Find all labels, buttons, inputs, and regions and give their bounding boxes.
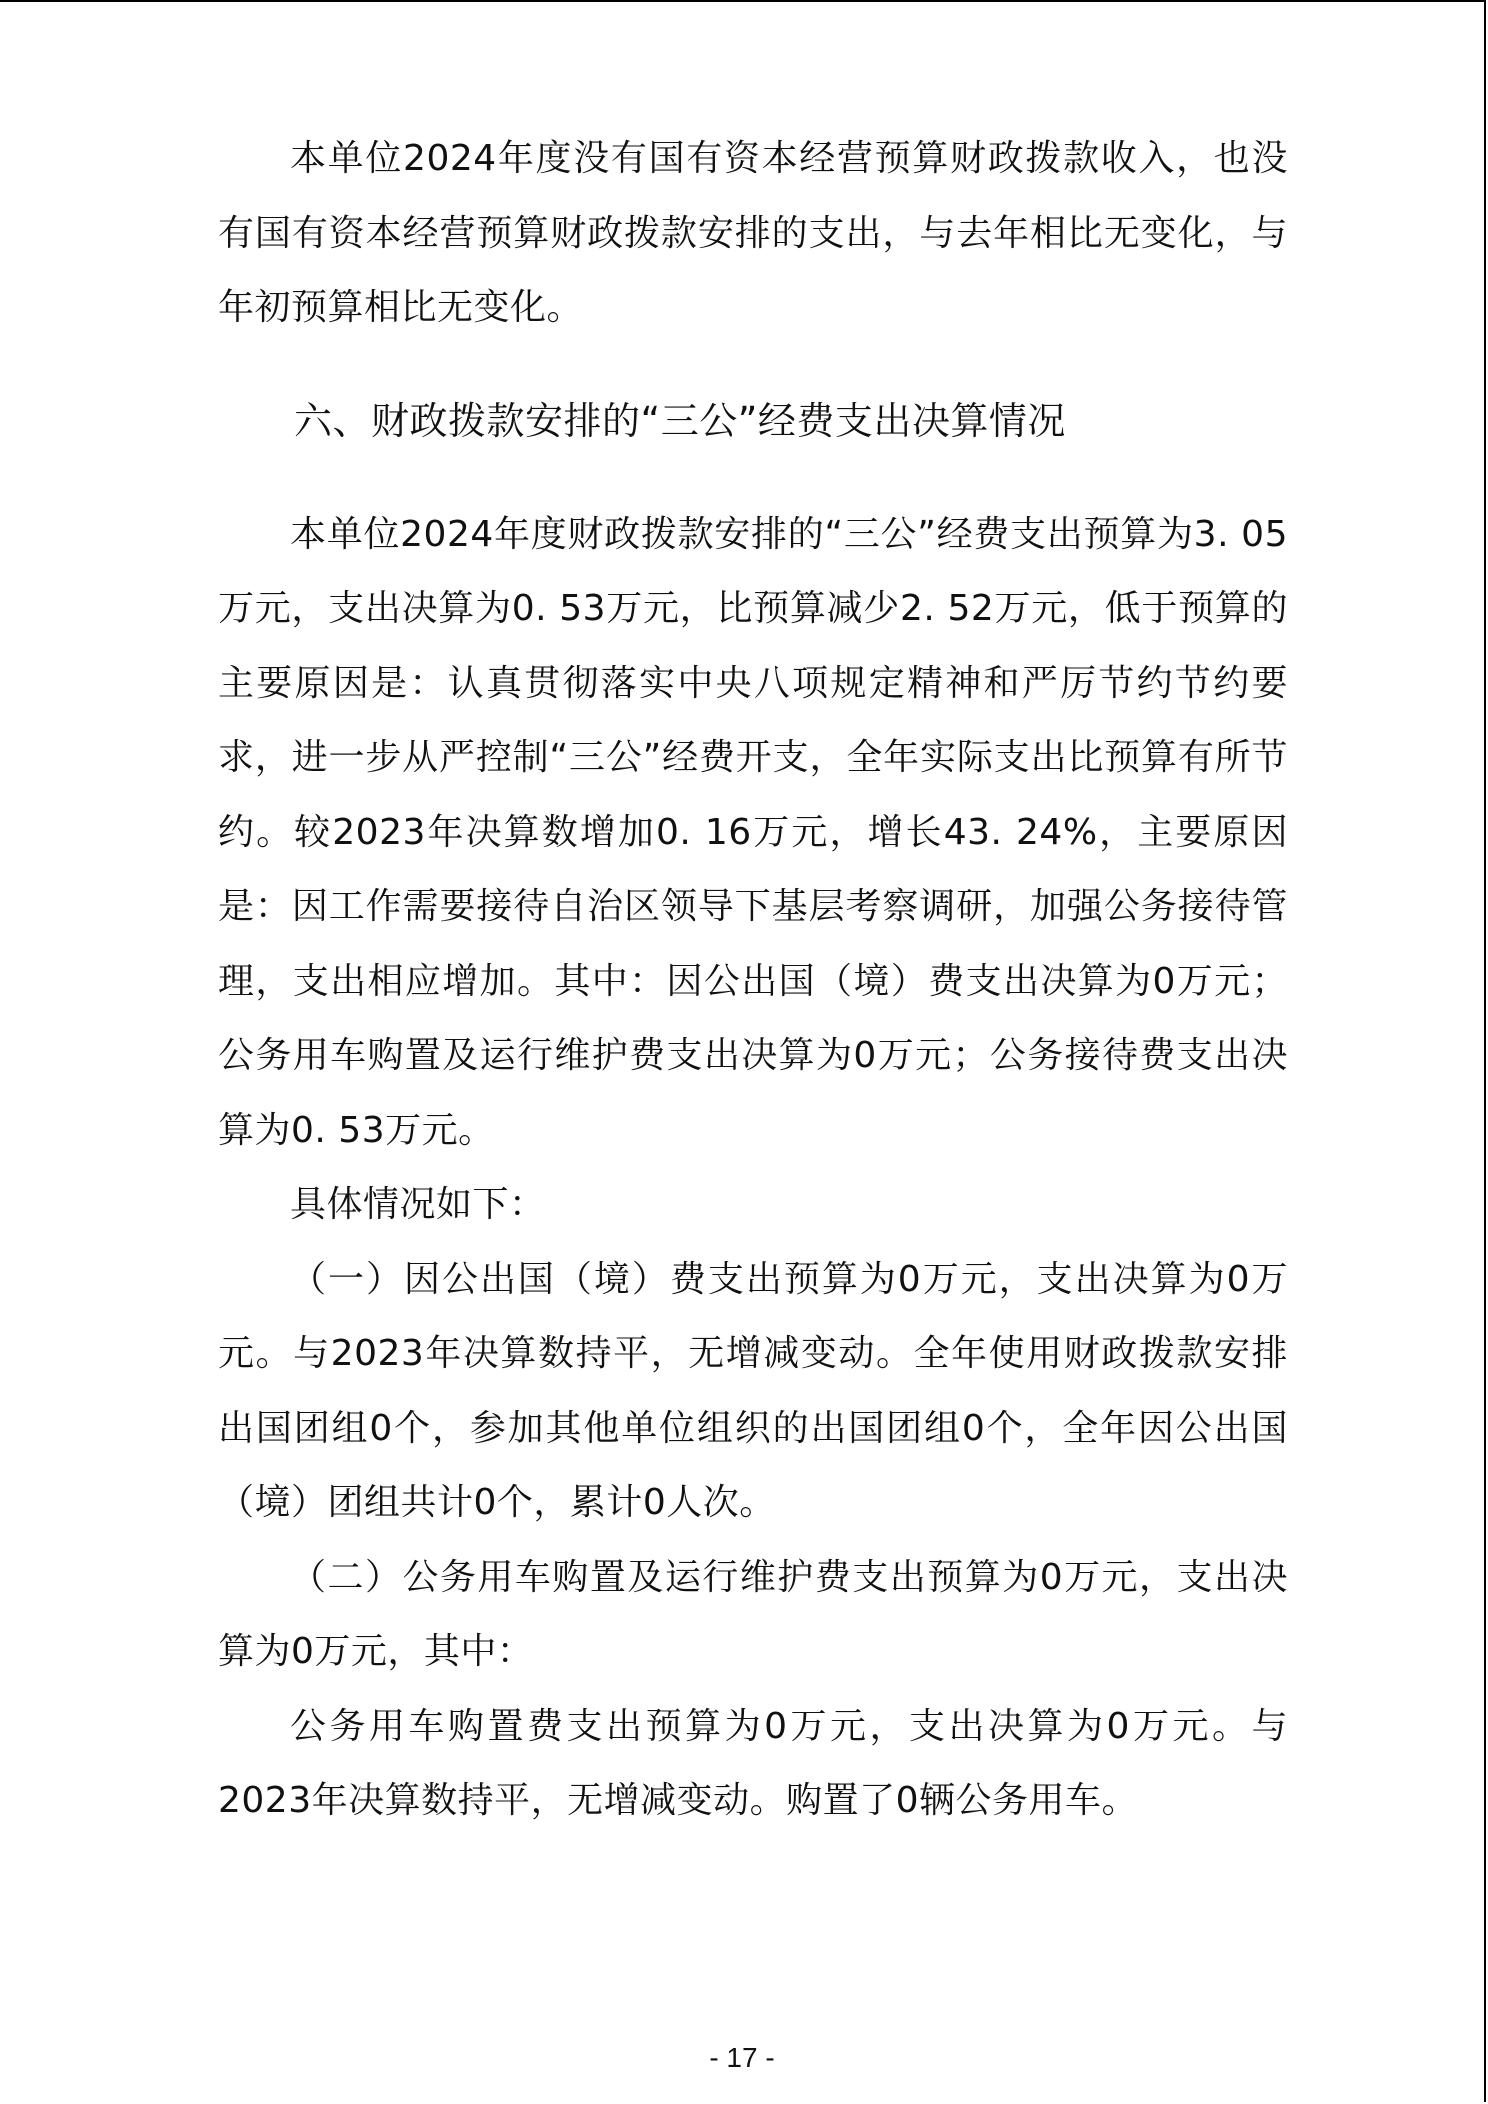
paragraph-vehicle-expenses: （二）公务用车购置及运行维护费支出预算为0万元，支出决算为0万元，其中：	[218, 1556, 1288, 1672]
document-body	[218, 122, 1288, 1839]
section-heading-three-public-expenses: 六、财政拨款安排的“三公”经费支出决算情况	[294, 398, 1066, 443]
page-number: - 17 -	[709, 2042, 775, 2073]
paragraph-details-intro: 具体情况如下：	[290, 1184, 546, 1225]
paragraph-vehicle-purchase: 公务用车购置费支出预算为0万元，支出决算为0万元。与2023年决算数持平，无增减变动。购置了0辆公务用车。	[218, 1705, 1288, 1821]
paragraph-overseas-travel: （一）因公出国（境）费支出预算为0万元，支出决算为0万元。与2023年决算数持平，无增减变动。全年使用财政拨款安排出国团组0个，参加其他单位组织的出国团组0个，全年因公出国（境）团组共计0个，累计0人次。	[218, 1258, 1288, 1523]
paragraph-three-public-summary: 本单位2024年度财政拨款安排的“三公”经费支出预算为3. 05万元，支出决算为0. 53万元，比预算减少2. 52万元，低于预算的主要原因是：认真贯彻落实中央八项规定精神和严厉节约节约要求，进一步从严控制“三公”经费开支，全年实际支出比预算有所节约。较2023年决算数增加0. 16万元，增长43. 24%，主要原因是：因工作需要接待自治区领导下基层考察调研，加强公务接待管理，支出相应增加。其中：因公出国（境）费支出决算为0万元；公务用车购置及运行维护费支出决算为0万元；公务接待费支出决算为0. 53万元。	[218, 513, 1288, 1151]
paragraph-state-capital-budget: 本单位2024年度没有国有资本经营预算财政拨款收入，也没有国有资本经营预算财政拨款安排的支出，与去年相比无变化，与年初预算相比无变化。	[218, 138, 1288, 328]
